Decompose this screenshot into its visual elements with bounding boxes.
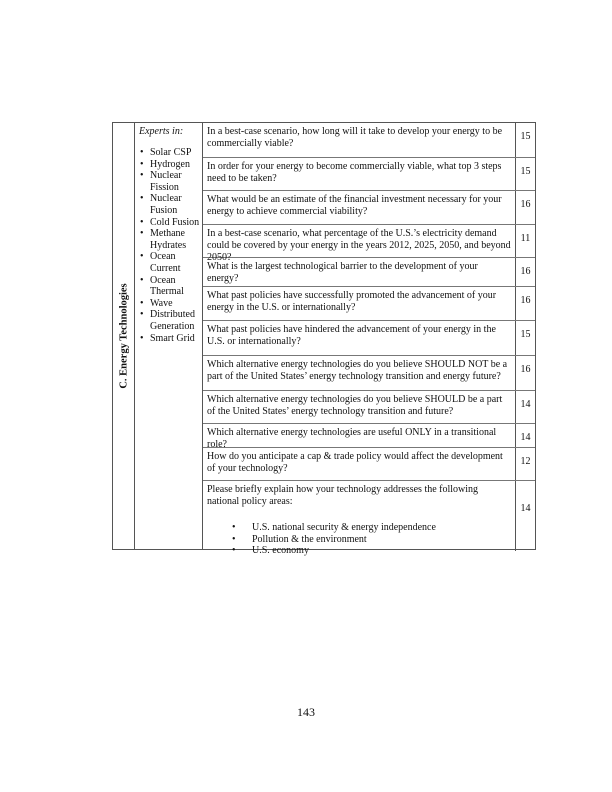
response-count: 15 — [520, 131, 531, 142]
response-count: 14 — [520, 432, 531, 443]
table-row — [203, 158, 535, 191]
section-label-cell — [113, 123, 135, 549]
table-row — [203, 225, 535, 263]
question-text: What past policies have hindered the advancement of your energy in the U.S. or internationally? — [207, 324, 496, 347]
policy-areas-list — [207, 522, 511, 557]
response-count: 16 — [520, 199, 531, 210]
question-text: In a best-case scenario, what percentage of the U.S.’s electricity demand could be covered by your energy in the years 2012, 2025, 2050, and beyond 2050? — [207, 228, 511, 263]
question-text: What is the largest technological barrier to the development of your energy? — [207, 261, 478, 284]
question-text: Which alternative energy technologies do you believe SHOULD NOT be a part of the United States’ energy technology transition and energy future? — [207, 359, 508, 382]
expert-item: • Hydrogen — [139, 159, 202, 171]
section-label: C. Energy Technologies — [118, 283, 129, 389]
response-count: 16 — [520, 364, 531, 375]
question-cell — [203, 191, 516, 224]
table-row — [203, 191, 535, 225]
table-row — [203, 321, 535, 356]
question-text: In order for your energy to become commercially viable, what top 3 steps need to be taken? — [207, 161, 502, 184]
expert-item: • Smart Grid — [139, 333, 202, 345]
question-cell — [203, 321, 516, 355]
response-count: 15 — [520, 166, 531, 177]
question-text: Which alternative energy technologies are useful ONLY in a transitional role? — [207, 427, 497, 450]
question-cell — [203, 448, 516, 480]
table-row — [203, 356, 535, 391]
question-cell — [203, 258, 516, 286]
expert-item: • Ocean Current — [139, 251, 202, 274]
table-row — [203, 391, 535, 424]
table-row — [203, 123, 535, 158]
survey-table — [112, 122, 536, 556]
question-text: Which alternative energy technologies do you believe SHOULD be a part of the United States’ energy technology transition and future? — [207, 394, 503, 417]
table-row — [203, 287, 535, 321]
expert-item: • Wave — [139, 298, 202, 310]
question-text: What past policies have successfully promoted the advancement of your energy in the U.S. or internationally? — [207, 290, 497, 313]
expert-item: • Cold Fusion — [139, 217, 202, 229]
page-number: 143 — [297, 705, 315, 719]
expert-item: • Nuclear Fission — [139, 170, 202, 193]
table-row — [203, 448, 535, 481]
question-cell — [203, 158, 516, 190]
question-cell — [203, 287, 516, 320]
expert-item: • Solar CSP — [139, 147, 202, 159]
response-count: 16 — [520, 266, 531, 277]
question-cell — [203, 391, 516, 423]
question-cell — [203, 356, 516, 390]
response-count: 15 — [520, 329, 531, 340]
question-cell — [203, 424, 516, 450]
question-text: In a best-case scenario, how long will it take to develop your energy to be commercially viable? — [207, 126, 503, 149]
expert-item: • Distributed Generation — [139, 309, 202, 332]
table-row — [203, 481, 535, 556]
expert-item: • Methane Hydrates — [139, 228, 202, 251]
policy-area-item: • U.S. economy — [232, 545, 511, 557]
response-count: 12 — [520, 456, 531, 467]
response-count: 14 — [520, 503, 531, 514]
table-row — [203, 424, 535, 448]
policy-area-item: • U.S. national security & energy independence — [232, 522, 511, 534]
experts-heading: Experts in: — [139, 126, 184, 137]
table-row — [203, 258, 535, 287]
question-cell — [203, 225, 516, 263]
response-count: 11 — [520, 233, 531, 244]
policy-area-item: • Pollution & the environment — [232, 534, 511, 546]
experts-cell — [135, 123, 203, 549]
response-count: 16 — [520, 295, 531, 306]
question-text: What would be an estimate of the financial investment necessary for your energy to achieve commercial viability? — [207, 194, 502, 217]
question-text: Please briefly explain how your technology addresses the following national policy areas: — [207, 484, 479, 507]
response-count: 14 — [520, 399, 531, 410]
expert-item: • Ocean Thermal — [139, 275, 202, 298]
experts-list — [139, 147, 202, 344]
question-text: How do you anticipate a cap & trade policy would affect the development of your technology? — [207, 451, 503, 474]
expert-item: • Nuclear Fusion — [139, 193, 202, 216]
question-cell — [203, 481, 516, 556]
question-cell — [203, 123, 516, 157]
